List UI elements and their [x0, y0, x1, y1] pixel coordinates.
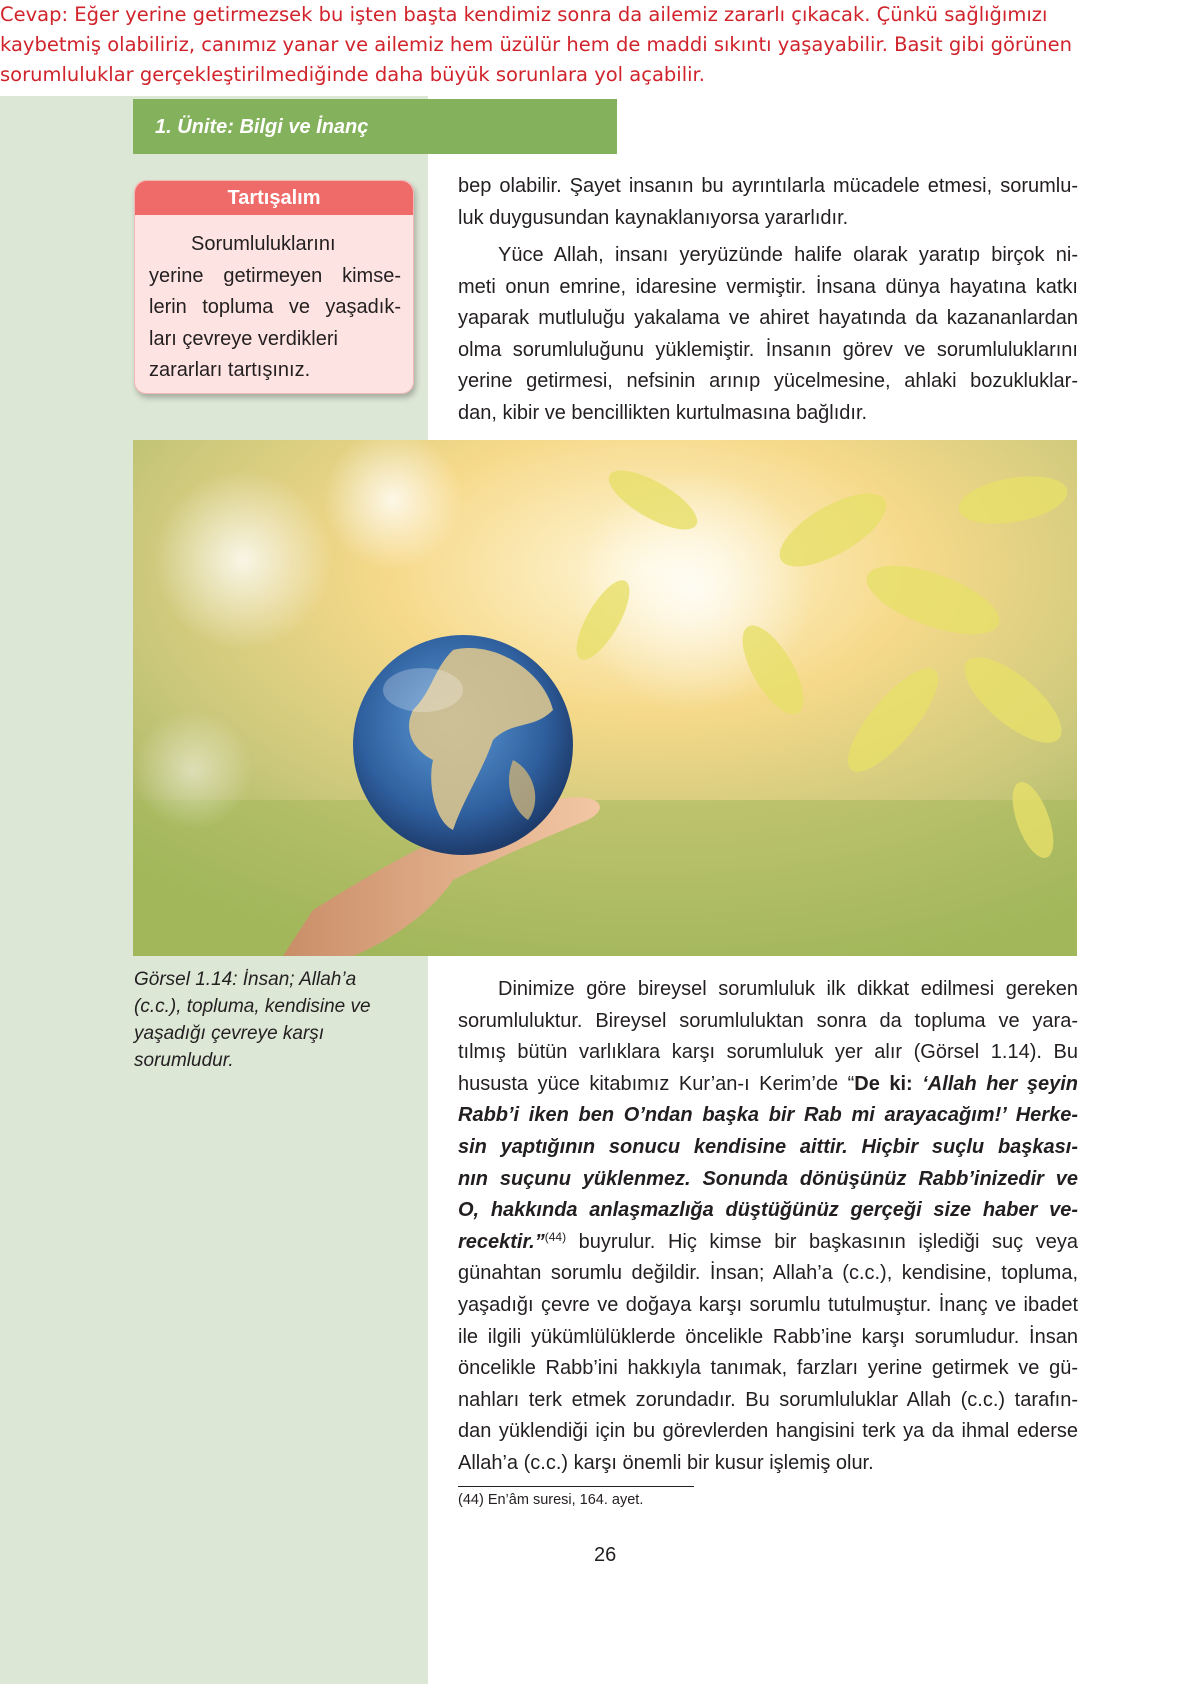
caption-line: (c.c.), topluma, kendisine ve	[134, 996, 371, 1017]
verse-quote: O, hakkında anlaşmazlığa düştüğünüz gerçeği size haber ve-	[458, 1199, 1078, 1222]
verse-quote: Rabb’i iken ben O’ndan başka bir Rab mi arayacağım!’ Herke-	[458, 1104, 1078, 1127]
answer-text	[0, 0, 1100, 90]
verse-quote: recektir.”	[458, 1230, 545, 1253]
paragraph-halife	[458, 240, 1078, 430]
text-line: olma sorumluluğunu yüklemiştir. İnsanın görev ve sorumluluklarını	[458, 338, 1078, 361]
discussion-line: zararları tartışınız.	[149, 359, 311, 381]
text-line: öncelikle Rabb’ini hakkıyla tanımak, farzları yerine getirmek ve gü-	[458, 1357, 1078, 1380]
discussion-line: yerine getirmeyen kimse-	[149, 264, 401, 287]
figure-image-globe-in-hand	[133, 440, 1077, 956]
text-plain: hususta yüce kitabımız Kur’an-ı Kerim’de “	[458, 1072, 855, 1095]
text-line: nahları terk etmek zorundadır. Bu sorumluluklar Allah (c.c.) tarafın-	[458, 1388, 1078, 1411]
text-line: yerine getirmesi, nefsinin arınıp yücelmesine, ahlaki bozukluklar-	[458, 370, 1078, 393]
footnote: (44) En’âm suresi, 164. ayet.	[458, 1492, 644, 1508]
caption-line: Görsel 1.14: İnsan; Allah’a	[134, 969, 357, 990]
verse-quote: ‘Allah her şeyin	[922, 1072, 1078, 1095]
answer-line: Cevap: Eğer yerine getirmezsek bu işten başta kendimiz sonra da ailemiz zararlı çıkacak. Çünkü sağlığımızı	[0, 3, 1048, 26]
text-line: dan yüklendiği için bu görevlerden hangisini terk ya da ihmal ederse	[458, 1420, 1078, 1443]
text-line: yaparak mutluluğu yakalama ve ahiret hayatında da kazananlardan	[458, 307, 1078, 330]
figure-caption	[134, 966, 394, 1074]
footnote-divider	[458, 1486, 694, 1487]
text-line: yaşadığı çevre ve doğaya karşı sorumlu tutulmuştur. İnanç ve ibadet	[458, 1293, 1078, 1316]
paragraph-main	[458, 974, 1078, 1480]
caption-line: sorumludur.	[134, 1050, 234, 1071]
verse-quote: nın suçunu yüklenmez. Sonunda dönüşünüz Rabb’inizedir ve	[458, 1167, 1078, 1190]
page-number: 26	[594, 1544, 617, 1566]
text-line: Yüce Allah, insanı yeryüzünde halife olarak yaratıp birçok ni-	[498, 244, 1078, 266]
text-line: meti onun emrine, idaresine vermiştir. İnsana dünya hayatına katkı	[458, 275, 1078, 298]
answer-line: kaybetmiş olabiliriz, canımız yanar ve ailemiz hem üzülür hem de maddi sıkıntı yaşayabilir. Basit gibi görünen	[0, 33, 1073, 56]
verse-quote: sin yaptığının sonucu kendisine aittir. Hiçbir suçlu başkası-	[458, 1135, 1078, 1158]
text-line: ile ilgili yükümlülüklerde öncelikle Rabb’ine karşı sorumludur. İnsan	[458, 1325, 1078, 1348]
discussion-box	[134, 180, 414, 394]
discussion-text	[149, 229, 401, 387]
text-line: tılmış bütün varlıklara karşı sorumluluk yer alır (Görsel 1.14). Bu	[458, 1041, 1078, 1064]
text-line: sorumluluktur. Bireysel sorumluluktan sonra da topluma ve yara-	[458, 1009, 1078, 1032]
discussion-line: lerin topluma ve yaşadık-	[149, 296, 401, 318]
text-line	[458, 1069, 1078, 1101]
text-line	[458, 1227, 1078, 1259]
text-plain: buyrulur. Hiç kimse bir başkasının işlediği suç veya	[566, 1230, 1078, 1253]
caption-line: yaşadığı çevreye karşı	[134, 1023, 325, 1044]
text-line: Allah’a (c.c.) karşı önemli bir kusur işlemiş olur.	[458, 1451, 874, 1474]
unit-banner	[133, 99, 617, 154]
text-line: luk duygusundan kaynaklanıyorsa yararlıdır.	[458, 206, 849, 229]
answer-line: sorumluluklar gerçekleştirilmediğinde daha büyük sorunlara yol açabilir.	[0, 63, 705, 86]
text-line: dan, kibir ve bencillikten kurtulmasına bağlıdır.	[458, 401, 868, 424]
discussion-line: ları çevreye verdikleri	[149, 327, 338, 350]
text-line: bep olabilir. Şayet insanın bu ayrıntılarla mücadele etmesi, sorumlu-	[458, 175, 1078, 197]
discussion-line: Sorumluluklarını	[191, 233, 336, 255]
unit-title: 1. Ünite: Bilgi ve İnanç	[155, 116, 369, 138]
footnote-ref: (44)	[544, 1229, 567, 1244]
discussion-title: Tartışalım	[135, 181, 413, 205]
paragraph-continued	[458, 171, 1078, 234]
text-line: Dinimize göre bireysel sorumluluk ilk dikkat edilmesi gereken	[498, 978, 1078, 1000]
text-line: günahtan sorumlu değildir. İnsan; Allah’a (c.c.), kendisine, topluma,	[458, 1262, 1078, 1285]
text-bold: De ki:	[854, 1072, 923, 1095]
